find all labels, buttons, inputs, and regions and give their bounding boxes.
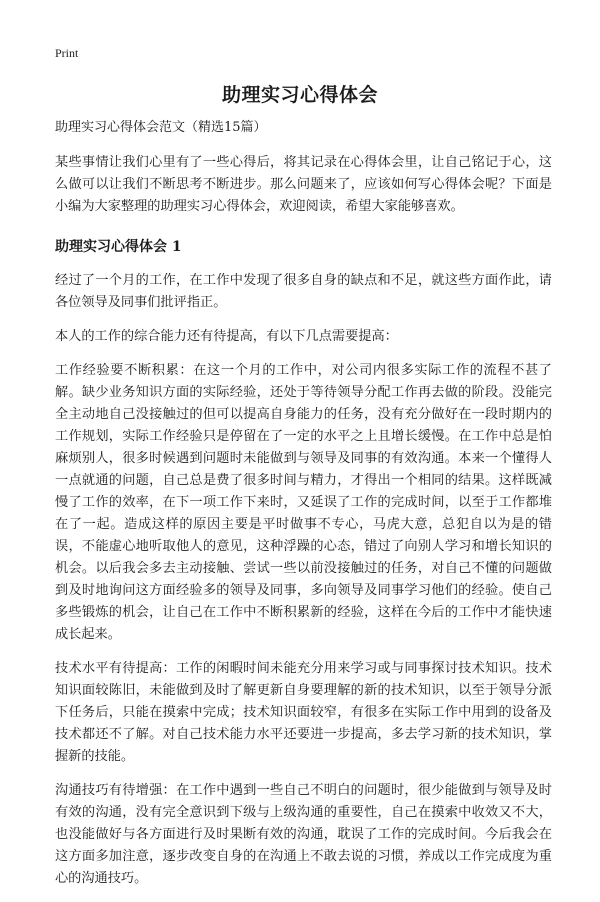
print-link[interactable]: Print <box>55 46 79 60</box>
body-paragraph-4: 技术水平有待提高：工作的闲暇时间未能充分用来学习或与同事探讨技术知识。技术知识面较陈旧，未能做到及时了解更新自身要理解的新的技术知识，以至于领导分派下任务后，只能在摸索中完成；技术知识面较窄，有很多在实际工作中用到的设备及技术都还不了解。对自己技术能力水平还要进一步提高，多去学习新的技术知识，掌握新的技能。 <box>55 661 552 764</box>
page-title: 助理实习心得体会 <box>221 84 378 106</box>
intro-paragraph: 某些事情让我们心里有了一些心得后，将其记录在心得体会里，让自己铭记于心，这么做可以让我们不断思考不断进步。那么问题来了，应该如何写心得体会呢？下面是小编为大家整理的助理实习心得体会，欢迎阅读，希望大家能够喜欢。 <box>55 155 552 214</box>
body-paragraph-2: 本人的工作的综合能力还有待提高，有以下几点需要提高： <box>55 329 398 344</box>
body-paragraph-5: 沟通技巧有待增强：在工作中遇到一些自己不明白的问题时，很少能做到与领导及时有效的沟通，没有完全意识到下级与上级沟通的重要性，自己在摸索中收效又不大，也没能做好与各方面进行及时果断有效的沟通，耽误了工作的完成时间。今后我会在这方面多加注意，逐步改变自身的在沟通上不敢去说的习惯，养成以工作完成度为重心的沟通技巧。 <box>55 783 552 886</box>
document-subtitle: 助理实习心得体会范文（精选15篇） <box>55 120 267 135</box>
document-body <box>55 118 552 902</box>
body-paragraph-3: 工作经验要不断积累：在这一个月的工作中，对公司内很多实际工作的流程不甚了解。缺少业务知识方面的实际经验，还处于等待领导分配工作再去做的阶段。没能完全主动地自己没接触过的但可以提高自身能力的任务，没有充分做好在一段时期内的工作规划，实际工作经验只是停留在了一定的水平之上且增长缓慢。在工作中总是怕麻烦别人，很多时候遇到问题时未能做到与领导及同事的有效沟通。本来一个懂得人一点就通的问题，自己总是费了很多时间与精力，才得出一个相同的结果。这样既减慢了工作的效率，在下一项工作下来时，又延误了工作的完成时间，以至于工作都堆在了一起。造成这样的原因主要是平时做事不专心，马虎大意，总犯自以为是的错误，不能虚心地听取他人的意见，这种浮躁的心态，错过了向别人学习和增长知识的机会。以后我会多去主动接触、尝试一些以前没接触过的任务，对自己不懂的问题做到及时地询问这方面经验多的领导及同事，多向领导及同事学习他们的经验。使自己多些锻炼的机会，让自己在工作中不断积累新的经验，这样在今后的工作中才能快速成长起来。 <box>55 363 552 642</box>
section-heading: 助理实习心得体会 1 <box>55 239 182 255</box>
body-paragraph-1: 经过了一个月的工作，在工作中发现了很多自身的缺点和不足，就这些方面作此，请各位领导及同事们批评指正。 <box>55 273 552 310</box>
